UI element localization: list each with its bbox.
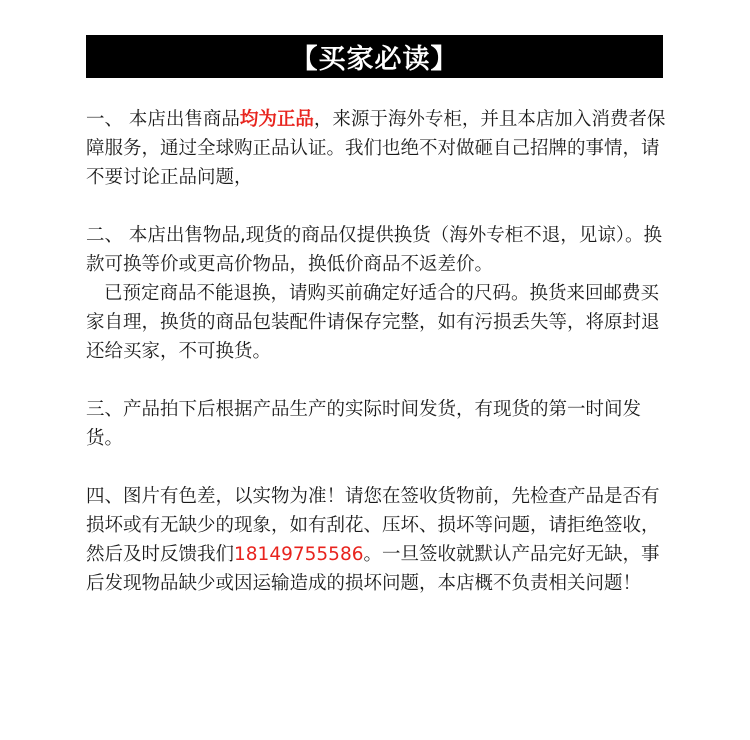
- section-1: [86, 105, 676, 192]
- section-1-suffix: ，来源于海外专柜，并且本店加入消费者保障服务，通过全球购正品认证。我们也绝不对做砸自己招牌的事情，请不要讨论正品问题，: [86, 109, 666, 188]
- notice-content: [86, 105, 676, 598]
- genuine-highlight: 均为正品: [239, 109, 314, 130]
- contact-phone: 18149755586: [234, 544, 364, 565]
- notice-title-bar: [86, 35, 663, 78]
- section-3-text: 三、产品拍下后根据产品生产的实际时间发货，有现货的第一时间发货。: [86, 399, 642, 449]
- notice-title: 【买家必读】: [290, 44, 459, 75]
- section-4: [86, 482, 676, 598]
- section-4-suffix: 。一旦签收就默认产品完好无缺，事后发现物品缺少或因运输造成的损坏问题，本店概不负责相关问题！: [86, 544, 660, 594]
- section-2-line-1: 二、 本店出售物品,现货的商品仅提供换货（海外专柜不退，见谅）。换款可换等价或更高价物品，换低价商品不返差价。: [86, 225, 663, 275]
- section-2: [86, 221, 676, 366]
- section-2-line-2: 已预定商品不能退换，请购买前确定好适合的尺码。换货来回邮费买家自理，换货的商品包装配件请保存完整，如有污损丢失等，将原封退还给买家，不可换货。: [86, 283, 660, 362]
- section-4-prefix: 四、图片有色差，以实物为准！请您在签收货物前，先检查产品是否有损坏或有无缺少的现象，如有刮花、压坏、损坏等问题，请拒绝签收，然后及时反馈我们: [86, 486, 660, 565]
- section-1-prefix: 一、 本店出售商品: [86, 109, 240, 130]
- section-3: [86, 395, 676, 453]
